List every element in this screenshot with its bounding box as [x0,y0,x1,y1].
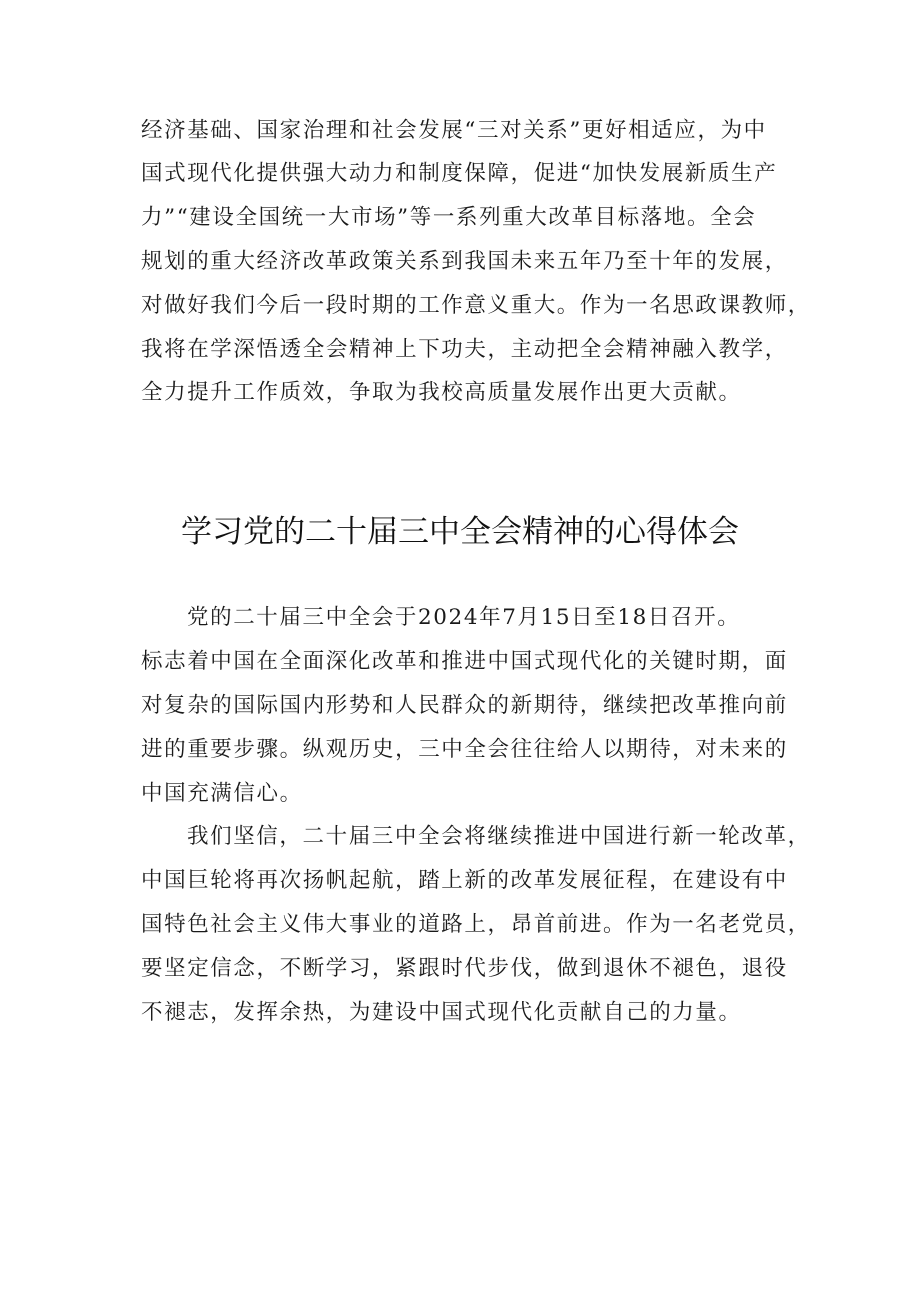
text-line: 国特色社会主义伟大事业的道路上，昂首前进。作为一名老党员， [141,912,811,937]
text-line: 国式现代化提供强大动力和制度保障，促进“加快发展新质生产 [141,161,778,186]
paragraph-first-line: 党的二十届三中全会于2024年7月15日至18日召开。 [187,605,741,630]
paragraph-first-line: 我们坚信，二十届三中全会将继续推进中国进行新一轮改革， [187,824,811,849]
article-title: 学习党的二十届三中全会精神的心得体会 [181,514,739,550]
text-line: 要坚定信念，不断学习，紧跟时代步伐，做到退休不褪色，退役 [141,956,788,981]
text-line: 经济基础、国家治理和社会发展“三对关系”更好相适应，为中 [141,118,767,143]
text-line: 不褪志，发挥余热，为建设中国式现代化贡献自己的力量。 [141,1000,742,1025]
text-line: 对做好我们今后一段时期的工作意义重大。作为一名思政课教师， [141,293,811,318]
text-line: 进的重要步骤。纵观历史，三中全会往往给人以期待，对未来的 [141,737,788,762]
text-line: 我将在学深悟透全会精神上下功夫，主动把全会精神融入教学， [141,337,788,362]
text-line: 对复杂的国际国内形势和人民群众的新期待，继续把改革推向前 [141,693,788,718]
text-line: 中国巨轮将再次扬帆起航，踏上新的改革发展征程，在建设有中 [141,868,788,893]
text-line: 规划的重大经济改革政策关系到我国未来五年乃至十年的发展， [141,249,788,274]
text-line: 力”“建设全国统一大市场”等一系列重大改革目标落地。全会 [141,205,757,230]
text-line: 全力提升工作质效，争取为我校高质量发展作出更大贡献。 [141,380,742,405]
text-line: 标志着中国在全面深化改革和推进中国式现代化的关键时期，面 [141,649,788,674]
text-line: 中国充满信心。 [141,781,303,806]
